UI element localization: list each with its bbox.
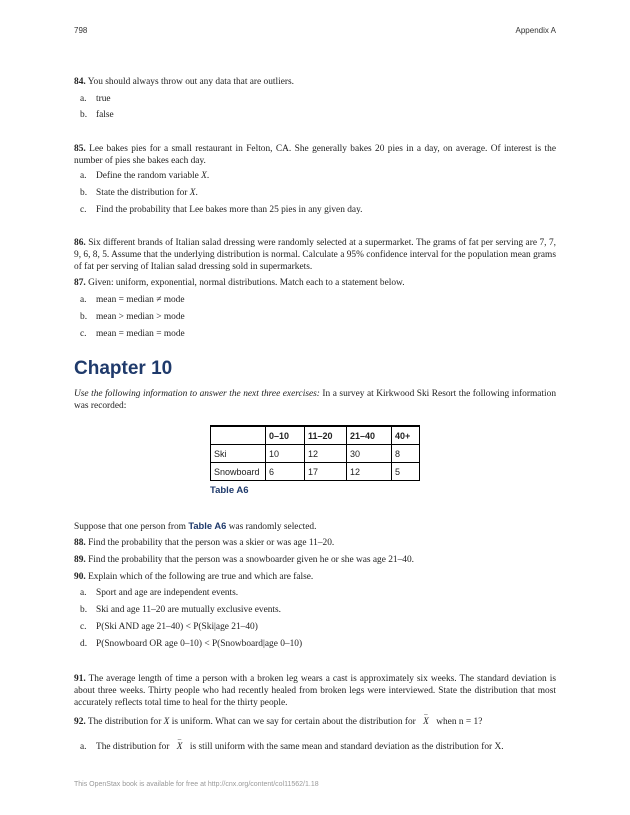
question-85: 85. Lee bakes pies for a small restaurant in Felton, CA. She generally bakes 20 pies in a day, on average. Of interest is the number of pies she bakes each day.: [74, 144, 556, 167]
table-cell: Ski: [211, 445, 266, 463]
table-cell: 40+: [392, 426, 420, 445]
question-92: 92. The distribution for X is uniform. What can we say for certain about the distribution for – X when n = 1?: [74, 716, 556, 728]
question-89: 89. Find the probability that the person was a snowboarder given he or she was age 21–40.: [74, 555, 415, 565]
question-91: 91. The average length of time a person with a broken leg wears a cast is approximately six weeks. The standard deviation is about three weeks. Thirty people who had recently healed from broken legs were interviewed. State the distribution that most accurately reflects total time to heal for the thirty people.: [74, 674, 556, 709]
q84-option-a: a. true: [80, 94, 111, 104]
table-cell: [211, 426, 266, 445]
table-cell: 11–20: [305, 426, 347, 445]
question-90: 90. Explain which of the following are true and which are false.: [74, 572, 314, 582]
q90-option-a: a. Sport and age are independent events.: [80, 588, 239, 598]
table-a6-link[interactable]: Table A6: [188, 520, 227, 531]
table-cell: Snowboard: [211, 463, 266, 481]
table-cell: 10: [266, 445, 305, 463]
table-row: [211, 463, 420, 481]
table-cell: 0–10: [266, 426, 305, 445]
table-caption: Table A6: [210, 485, 249, 496]
table-cell: 5: [392, 463, 420, 481]
table-cell: 12: [305, 445, 347, 463]
table-cell: 8: [392, 445, 420, 463]
chapter-heading: Chapter 10: [74, 358, 173, 379]
x-bar-symbol: – X: [423, 716, 429, 728]
suppose-text: Suppose that one person from Table A6 was randomly selected.: [74, 520, 317, 532]
q90-option-b: b. Ski and age 11–20 are mutually exclusive events.: [80, 605, 282, 615]
table-cell: 12: [347, 463, 392, 481]
q85-option-c: c. Find the probability that Lee bakes more than 25 pies in any given day.: [80, 205, 363, 215]
q85-option-a: a. Define the random variable X.: [80, 171, 210, 181]
q90-option-d: d. P(Snowboard OR age 0–10) < P(Snowboard|age 0–10): [80, 639, 303, 649]
table-header-row: [211, 426, 420, 445]
question-87: 87. Given: uniform, exponential, normal distributions. Match each to a statement below.: [74, 278, 405, 288]
chapter-intro: Use the following information to answer the next three exercises: In a survey at Kirkwood Ski Resort the following information was recorded:: [74, 389, 557, 412]
table-cell: 17: [305, 463, 347, 481]
table-cell: 21–40: [347, 426, 392, 445]
running-header: Appendix A: [515, 26, 556, 35]
q92-option-a: a. The distribution for – X is still uniform with the same mean and standard deviation as the distribution for X.: [80, 741, 504, 753]
q87-option-b: b. mean > median > mode: [80, 312, 185, 322]
table-row: [211, 445, 420, 463]
q87-option-a: a. mean = median ≠ mode: [80, 295, 185, 305]
q87-option-c: c. mean = median = mode: [80, 329, 185, 339]
table-cell: 30: [347, 445, 392, 463]
table-a6: [210, 425, 420, 481]
question-86: 86. Six different brands of Italian salad dressing were randomly selected at a supermarket. The grams of fat per serving are 7, 7, 9, 6, 8, 5. Assume that the underlying distribution is normal. Calculate a 95% confidence interval for the population mean grams of fat per serving of Italian salad dressing sold in supermarkets.: [74, 238, 556, 273]
table-cell: 6: [266, 463, 305, 481]
page-number: 798: [74, 26, 88, 35]
q85-option-b: b. State the distribution for X.: [80, 188, 198, 198]
footer-note: This OpenStax book is available for free at http://cnx.org/content/col11562/1.18: [74, 781, 319, 788]
question-84: 84. You should always throw out any data that are outliers.: [74, 77, 295, 87]
question-88: 88. Find the probability that the person was a skier or was age 11–20.: [74, 538, 335, 548]
x-bar-symbol: – X: [177, 741, 183, 753]
q90-option-c: c. P(Ski AND age 21–40) < P(Ski|age 21–40): [80, 622, 258, 632]
q84-option-b: b. false: [80, 110, 114, 120]
